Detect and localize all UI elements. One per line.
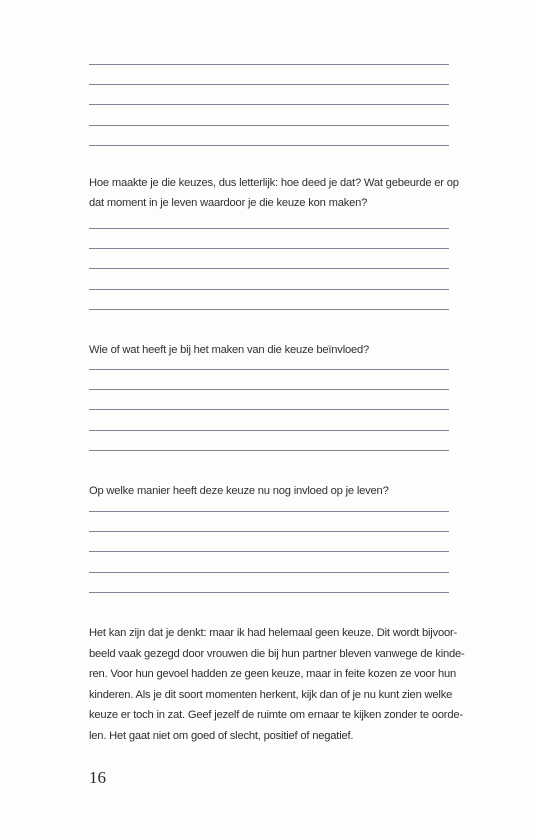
explanatory-paragraph	[89, 623, 465, 747]
paragraph-line: keuze er toch in zat. Geef jezelf de ruimte om ernaar te kijken zonder te oorde-	[89, 709, 463, 722]
question-line: Op welke manier heeft deze keuze nu nog invloed op je leven?	[89, 485, 389, 497]
paragraph-line: Het kan zijn dat je denkt: maar ik had helemaal geen keuze. Dit wordt bijvoor-	[89, 627, 458, 639]
answer-line[interactable]	[89, 409, 449, 410]
answer-line[interactable]	[89, 145, 449, 146]
answer-line[interactable]	[89, 572, 449, 573]
answer-line[interactable]	[89, 369, 449, 370]
answer-line[interactable]	[89, 389, 449, 390]
answer-line[interactable]	[89, 531, 449, 532]
answer-line[interactable]	[89, 84, 449, 85]
paragraph-line: beeld vaak gezegd door vrouwen die bij hun partner bleven vanwege de kinde-	[89, 647, 465, 660]
answer-line[interactable]	[89, 64, 449, 65]
answer-line[interactable]	[89, 125, 449, 126]
answer-line[interactable]	[89, 268, 449, 269]
answer-line[interactable]	[89, 309, 449, 310]
answer-line[interactable]	[89, 450, 449, 451]
answer-line[interactable]	[89, 551, 449, 552]
answer-line[interactable]	[89, 511, 449, 512]
page-number: 16	[89, 768, 106, 787]
question-line: Wie of wat heeft je bij het maken van die keuze beïnvloed?	[89, 344, 370, 356]
question-who-influenced	[89, 340, 469, 360]
answer-line[interactable]	[89, 248, 449, 249]
answer-line[interactable]	[89, 430, 449, 431]
answer-line[interactable]	[89, 289, 449, 290]
answer-line[interactable]	[89, 104, 449, 105]
question-line: dat moment in je leven waardoor je die keuze kon maken?	[89, 197, 368, 209]
paragraph-line: ren. Voor hun gevoel hadden ze geen keuze, maar in feite kozen ze voor hun	[89, 668, 457, 681]
answer-line[interactable]	[89, 228, 449, 229]
question-how-choices-made	[89, 173, 469, 213]
paragraph-line: kinderen. Als je dit soort momenten herkent, kijk dan of je nu kunt zien welke	[89, 688, 453, 701]
question-current-influence	[89, 481, 469, 501]
paragraph-line: len. Het gaat niet om goed of slecht, positief of negatief.	[89, 729, 354, 742]
answer-line[interactable]	[89, 592, 449, 593]
question-line: Hoe maakte je die keuzes, dus letterlijk: hoe deed je dat? Wat gebeurde er op	[89, 177, 459, 189]
